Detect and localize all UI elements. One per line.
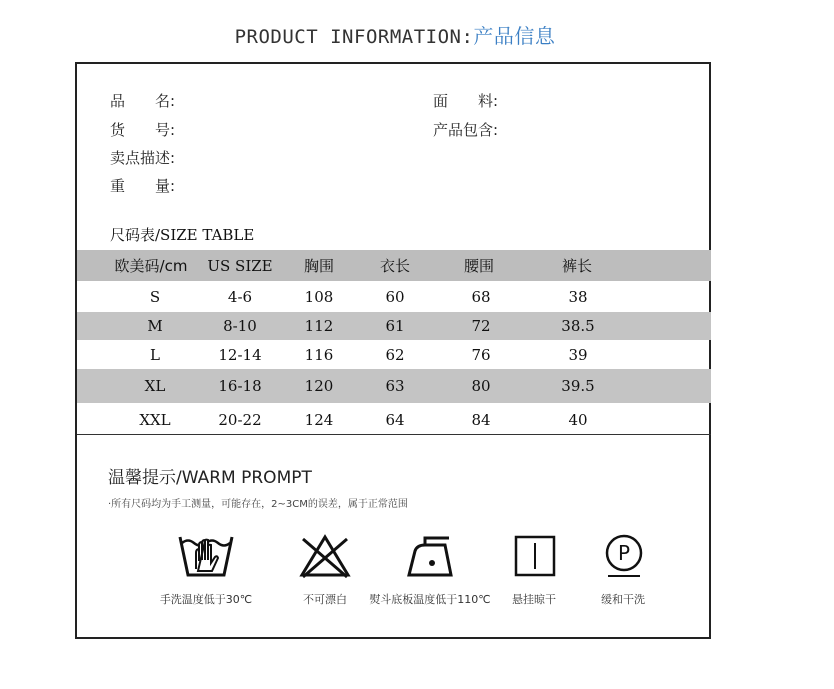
- table-cell: 16-18: [218, 377, 262, 395]
- table-cell: L: [150, 345, 160, 364]
- table-row: [77, 312, 711, 340]
- no-bleach-icon: [299, 533, 351, 583]
- table-row: [77, 281, 711, 312]
- table-cell: 76: [471, 345, 491, 364]
- no-bleach-label: 不可漂白: [303, 593, 347, 606]
- section-divider: [77, 434, 711, 435]
- table-cell: 124: [304, 411, 334, 429]
- table-cell: 64: [385, 411, 405, 429]
- table-cell: 38: [568, 287, 588, 306]
- weight-label: 重 量:: [110, 177, 176, 195]
- hand-wash-label: 手洗温度低于30℃: [159, 593, 253, 606]
- table-cell: 38.5: [561, 317, 595, 335]
- table-cell: M: [147, 317, 163, 335]
- title-chinese: 产品信息: [473, 24, 556, 48]
- table-cell: 68: [471, 287, 491, 306]
- table-cell: 84: [471, 411, 491, 429]
- warm-prompt-title: 温馨提示/WARM PROMPT: [108, 468, 312, 488]
- dry-clean-icon: [603, 533, 645, 583]
- table-cell: 72: [471, 317, 491, 335]
- table-row: [77, 369, 711, 403]
- size-table-title: 尺码表/SIZE TABLE: [110, 226, 255, 244]
- page-title: [0, 20, 790, 49]
- table-cell: 39: [568, 345, 588, 364]
- table-cell: 120: [304, 377, 334, 395]
- table-cell: 80: [471, 377, 491, 395]
- table-cell: 62: [385, 345, 405, 364]
- table-cell: XXL: [139, 411, 171, 429]
- warm-prompt-note: ·所有尺码均为手工测量，可能存在，2~3CM的误差，属于正常范围: [108, 499, 408, 510]
- selling-points-label: 卖点描述:: [110, 149, 176, 167]
- svg-text:P: P: [617, 541, 631, 565]
- product-name-label: 品 名:: [110, 92, 176, 110]
- fabric-label: 面 料:: [433, 92, 499, 110]
- size-table-header: [77, 250, 711, 281]
- header-cell: 衣长: [379, 257, 410, 275]
- table-cell: XL: [144, 377, 166, 395]
- table-cell: 8-10: [223, 317, 257, 335]
- table-cell: 116: [304, 345, 334, 364]
- size-table: [77, 250, 711, 437]
- table-cell: 61: [385, 317, 405, 335]
- title-english: PRODUCT INFORMATION:: [234, 26, 474, 48]
- table-cell: 63: [385, 377, 405, 395]
- iron-icon: [405, 533, 455, 583]
- table-cell: 40: [568, 411, 588, 429]
- table-row: [77, 340, 711, 369]
- header-cell: 腰围: [463, 257, 494, 275]
- table-cell: S: [149, 287, 161, 306]
- hand-wash-icon: [178, 533, 234, 583]
- header-cell: US SIZE: [207, 256, 273, 275]
- header-cell: 欧美码/cm: [114, 257, 188, 275]
- table-cell: 112: [304, 317, 334, 335]
- iron-label: 熨斗底板温度低于110℃: [369, 593, 491, 606]
- table-cell: 4-6: [227, 287, 253, 306]
- dry-clean-label: 缓和干洗: [601, 593, 645, 606]
- table-cell: 60: [385, 287, 405, 306]
- header-cell: 胸围: [303, 257, 334, 275]
- table-cell: 20-22: [218, 411, 262, 429]
- header-cell: 裤长: [561, 257, 592, 275]
- hang-dry-label: 悬挂晾干: [512, 593, 556, 606]
- table-cell: 12-14: [218, 345, 262, 364]
- table-cell: 39.5: [561, 377, 595, 395]
- hang-dry-icon: [514, 533, 556, 583]
- table-row: [77, 403, 711, 437]
- table-cell: 108: [304, 287, 334, 306]
- item-number-label: 货 号:: [110, 121, 176, 139]
- package-contents-label: 产品包含:: [433, 121, 499, 139]
